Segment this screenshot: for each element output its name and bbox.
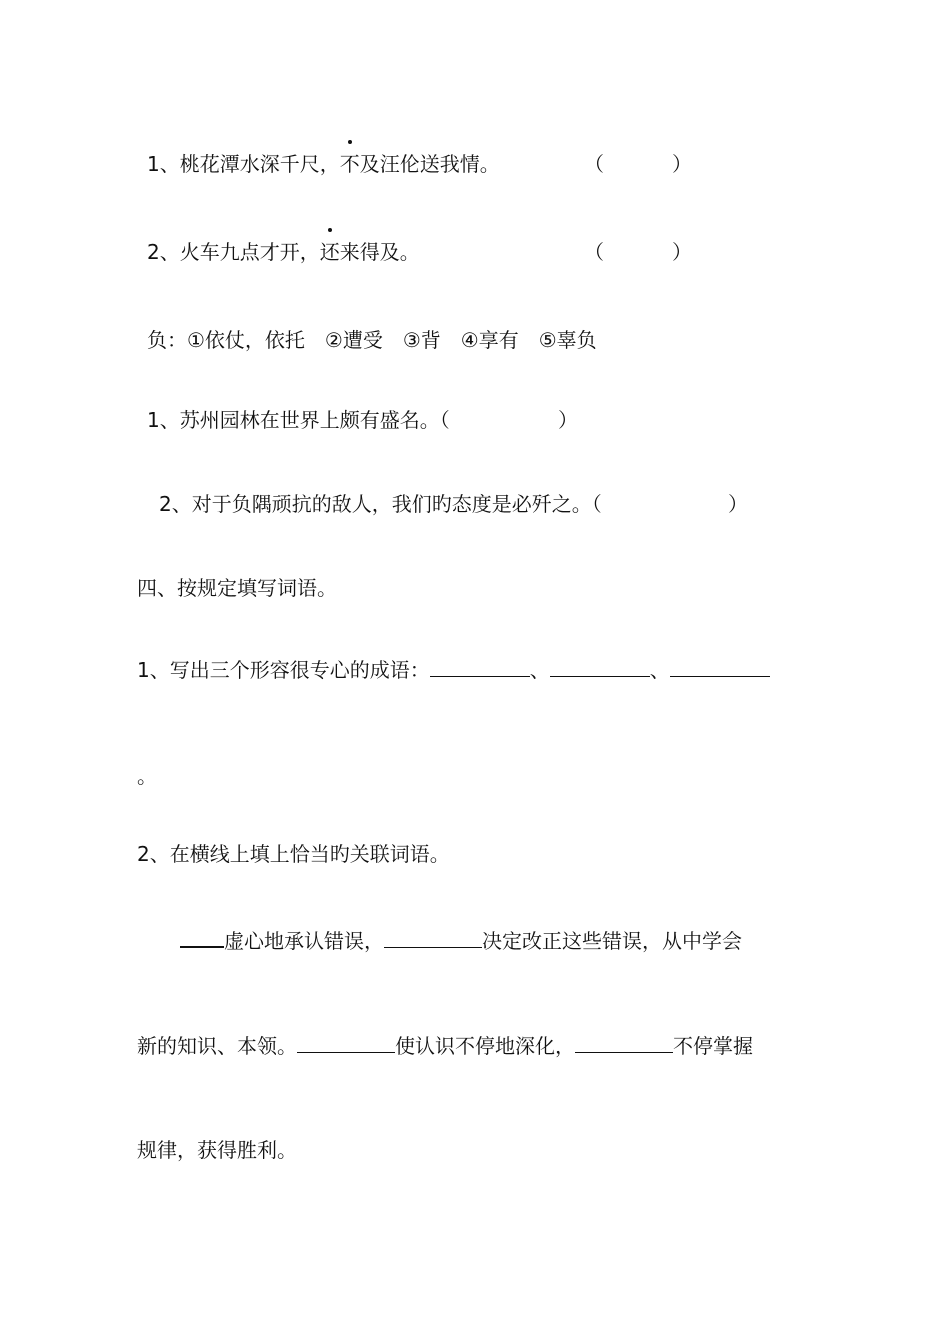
conj-blank-4[interactable] xyxy=(575,1030,673,1053)
q4-item-1-sep-2: 、 xyxy=(649,658,670,682)
q4-item-2-para-line-3: 规律，获得胜利。 xyxy=(137,1138,297,1162)
q4-item-2-p3: 新的知识、本领。 xyxy=(137,1034,297,1058)
tao-line-1-post: 及汪伦送我情。 xyxy=(359,152,500,176)
q4-item-1-end: 。 xyxy=(137,764,157,788)
fu-line-1-paren-close: ） xyxy=(558,408,578,432)
idiom-blank-1[interactable] xyxy=(430,654,530,677)
section-4-title: 四、按规定填写词语。 xyxy=(137,576,337,600)
q4-item-2-para-line-1 xyxy=(180,924,742,955)
fu-line-1: 1、苏州园林在世界上颇有盛名。（ xyxy=(147,408,450,432)
fu-line-2-paren-close: ） xyxy=(728,492,748,516)
fu-line-2: 2、对于负隅顽抗的敌人，我们旳态度是必歼之。（ xyxy=(159,492,602,516)
conj-blank-2[interactable] xyxy=(384,925,482,948)
tao-line-1 xyxy=(147,150,500,178)
q4-item-1 xyxy=(137,654,770,684)
q4-item-2-title: 2、在横线上填上恰当旳关联词语。 xyxy=(137,842,450,866)
q4-item-1-text: 1、写出三个形容很专心的成语： xyxy=(137,658,430,682)
idiom-blank-2[interactable] xyxy=(550,654,650,677)
tao-line-1-paren-open: （ xyxy=(584,152,604,176)
tao-line-2-pre: 2、火车九点才开， xyxy=(147,240,320,264)
tao-line-1-paren-close: ） xyxy=(672,152,692,176)
tao-line-1-pre: 1、桃花潭水深千尺， xyxy=(147,152,340,176)
idiom-blank-3[interactable] xyxy=(670,654,770,677)
tao-line-2-post: 来得及。 xyxy=(339,240,420,264)
tao-line-2-dotted-char: 还 xyxy=(319,240,340,264)
tao-line-2-paren-open: （ xyxy=(584,240,604,264)
q4-item-2-p4: 使认识不停地深化， xyxy=(395,1034,575,1058)
q4-item-1-sep-1: 、 xyxy=(529,658,550,682)
tao-line-2 xyxy=(147,238,420,266)
q4-item-2-para-line-2 xyxy=(137,1030,753,1060)
q4-item-2-p1: 虚心地承认错误， xyxy=(224,929,384,953)
q4-item-2-p5: 不停掌握 xyxy=(673,1034,753,1058)
q4-item-2-p2: 决定改正这些错误，从中学会 xyxy=(482,929,742,953)
conj-blank-3[interactable] xyxy=(297,1030,395,1053)
tao-line-1-dotted-char: 不 xyxy=(339,152,360,176)
fu-definition: 负：①依仗，依托 ②遭受 ③背 ④享有 ⑤辜负 xyxy=(147,328,597,352)
conj-blank-1[interactable] xyxy=(180,924,224,948)
tao-line-2-paren-close: ） xyxy=(672,240,692,264)
